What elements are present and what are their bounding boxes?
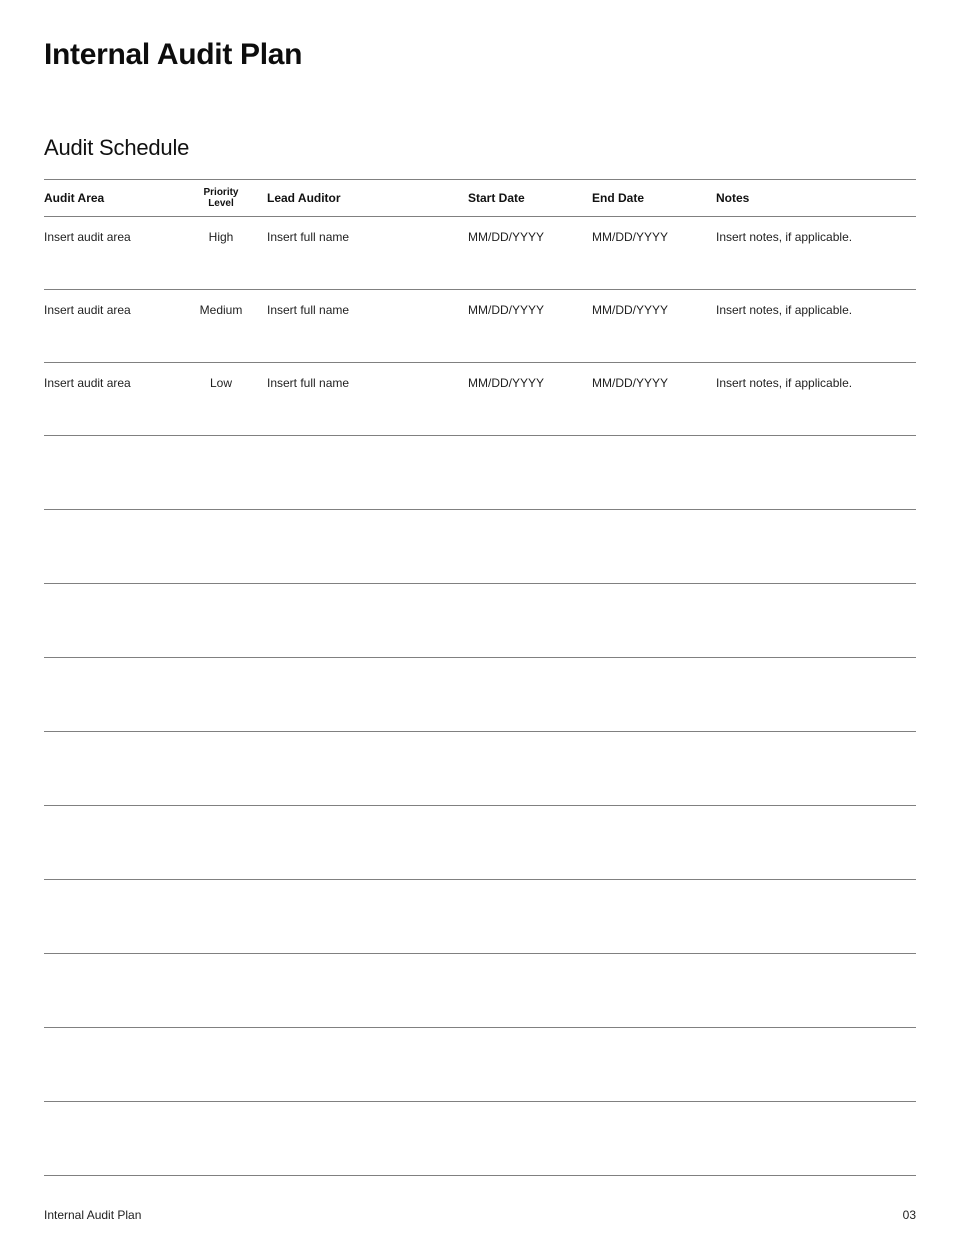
table-row [44,217,916,290]
column-header-lead-auditor: Lead Auditor [267,191,341,205]
cell-priority-level: Medium [199,303,243,317]
column-header-start-date: Start Date [468,191,525,205]
cell-end-date: MM/DD/YYYY [592,303,669,317]
column-header-priority-level-label: Priority Level [203,186,239,209]
cell-notes: Insert notes, if applicable. [716,376,853,390]
cell-lead-auditor: Insert full name [267,303,350,317]
cell-start-date: MM/DD/YYYY [468,303,545,317]
section-heading: Audit Schedule [44,135,190,160]
cell-end-date: MM/DD/YYYY [592,376,669,390]
column-header-priority-level [190,187,252,210]
cell-notes: Insert notes, if applicable. [716,230,853,244]
cell-lead-auditor: Insert full name [267,230,350,244]
footer-document-title: Internal Audit Plan [44,1208,142,1222]
table-row [44,290,916,363]
cell-lead-auditor: Insert full name [267,376,350,390]
cell-start-date: MM/DD/YYYY [468,376,545,390]
cell-audit-area: Insert audit area [44,230,131,244]
audit-schedule-table [44,179,916,1176]
cell-audit-area: Insert audit area [44,376,131,390]
footer-page-number: 03 [902,1208,916,1222]
cell-end-date: MM/DD/YYYY [592,230,669,244]
empty-table-row [44,806,916,880]
empty-table-row [44,658,916,732]
cell-priority-level: High [208,230,234,244]
page-footer [44,1208,916,1222]
empty-table-row [44,1102,916,1176]
empty-table-row [44,1028,916,1102]
cell-priority-level: Low [209,376,232,390]
cell-audit-area: Insert audit area [44,303,131,317]
table-header-row [44,179,916,217]
empty-table-row [44,436,916,510]
table-row [44,363,916,436]
empty-table-row [44,584,916,658]
column-header-audit-area: Audit Area [44,191,105,205]
page-title: Internal Audit Plan [44,38,303,71]
empty-rows-section [44,436,916,1176]
empty-table-row [44,880,916,954]
cell-notes: Insert notes, if applicable. [716,303,853,317]
column-header-end-date: End Date [592,191,645,205]
cell-start-date: MM/DD/YYYY [468,230,545,244]
empty-table-row [44,954,916,1028]
empty-table-row [44,732,916,806]
empty-table-row [44,510,916,584]
column-header-notes: Notes [716,191,750,205]
